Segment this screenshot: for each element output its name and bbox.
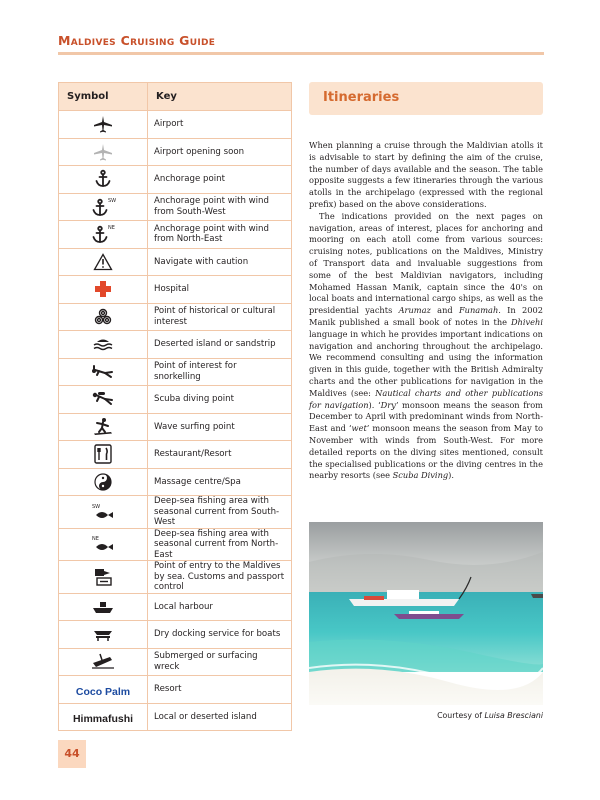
legend-row (59, 166, 292, 194)
section-heading: Itineraries (323, 90, 400, 105)
legend-key: Deep-sea fishing area with seasonal current from South-West (148, 496, 292, 529)
legend-key: Restaurant/Resort (148, 441, 292, 469)
symbol-legend-table (58, 82, 292, 731)
legend-key: Wave surfing point (148, 413, 292, 441)
legend-key: Dry docking service for boats (148, 621, 292, 649)
legend-key: Anchorage point (148, 166, 292, 194)
wind-badge: SW (108, 197, 116, 204)
page-number-box (58, 740, 86, 768)
island-waves-icon (92, 336, 114, 352)
beach-photo (309, 522, 543, 705)
legend-key: Airport opening soon (148, 138, 292, 166)
legend-row (59, 248, 292, 276)
header-rule (58, 52, 544, 55)
legend-row (59, 468, 292, 496)
legend-row (59, 138, 292, 166)
airplane-grey-icon (93, 143, 113, 161)
customs-icon (93, 567, 113, 587)
warning-triangle-icon (93, 253, 113, 271)
legend-key: Scuba diving point (148, 386, 292, 414)
legend-row (59, 413, 292, 441)
red-cross-icon (94, 280, 112, 298)
legend-key: Point of interest for snorkelling (148, 358, 292, 386)
legend-row (59, 703, 292, 731)
legend-key: Point of entry to the Maldives by sea. Customs and passport control (148, 561, 292, 594)
symbol-column-header: Symbol (59, 83, 148, 111)
running-header: Maldives Cruising Guide (58, 33, 216, 48)
legend-key: Deep-sea fishing area with seasonal current from North-East (148, 528, 292, 561)
legend-row (59, 561, 292, 594)
legend-key: Deserted island or sandstrip (148, 331, 292, 359)
body-text (309, 140, 543, 482)
legend-row (59, 676, 292, 704)
legend-key: Local or deserted island (148, 703, 292, 731)
anchor-sw-icon (90, 196, 116, 218)
legend-row (59, 648, 292, 676)
photo-caption: Courtesy of Luisa Bresciani (437, 711, 543, 720)
legend-key: Anchorage point with wind from North-East (148, 221, 292, 249)
resort-name-sample: Coco Palm (75, 685, 131, 698)
legend-row (59, 593, 292, 621)
triskelion-icon (93, 307, 113, 327)
legend-key: Massage centre/Spa (148, 468, 292, 496)
fork-knife-icon (94, 444, 112, 464)
legend-row (59, 621, 292, 649)
snorkeller-icon (90, 364, 116, 380)
legend-row (59, 386, 292, 414)
legend-key: Navigate with caution (148, 248, 292, 276)
wind-badge: SW (92, 503, 101, 510)
key-column-header: Key (148, 83, 292, 111)
surfer-icon (91, 417, 115, 437)
legend-row (59, 221, 292, 249)
anchor-icon (93, 169, 113, 189)
legend-key: Point of historical or cultural interest (148, 303, 292, 331)
legend-row (59, 276, 292, 304)
legend-row (59, 528, 292, 561)
legend-row (59, 193, 292, 221)
dry-dock-icon (91, 625, 115, 643)
legend-row (59, 358, 292, 386)
wind-badge: NE (108, 225, 115, 232)
airplane-icon (93, 115, 113, 133)
legend-row (59, 496, 292, 529)
legend-header-row (59, 83, 292, 111)
page-number: 44 (64, 747, 80, 760)
legend-key: Resort (148, 676, 292, 704)
anchor-ne-icon (90, 223, 116, 245)
wreck-icon (90, 653, 116, 671)
fish-ne-icon (90, 534, 116, 554)
legend-row (59, 441, 292, 469)
legend-key: Local harbour (148, 593, 292, 621)
island-name-sample: Himmafushi (72, 713, 134, 726)
fish-sw-icon (90, 502, 116, 522)
paragraph-2: The indications provided on the next pages on navigation, areas of interest, places for anchoring and mooring on each atoll come from various sources: cruising notes, publications on the Maldives, Ministry of Transport data and invaluable suggestions from some of the best Maldivian navigators, including Mohamed Hassan Manik, captain since the 40's on local boats and international cargo ships, as well as the presidential yachts Arumaz and Funamah. In 2002 Manik published a small book of notes in the Dhivehi language in which he provides important indications on navigation and anchoring throughout the archipelago. We recommend consulting and using the information given in this guide, together with the British Admiralty charts and the other publications for navigation in the Maldives (see: Nautical charts and other publications for navigation). ‘Dry’ monsoon means the season from December to April with predominant winds from North-East and ‘wet’ monsoon means the season from May to November with winds from South-West. For more detailed reports on the diving sites mentioned, consult the specialised publications or the diving centres in the nearby resorts (see Scuba Diving). (309, 210, 544, 481)
wind-badge: NE (92, 536, 99, 543)
legend-key: Hospital (148, 276, 292, 304)
legend-row (59, 303, 292, 331)
legend-key: Airport (148, 111, 292, 139)
yin-yang-icon (93, 472, 113, 492)
legend-key: Anchorage point with wind from South-West (148, 193, 292, 221)
scuba-diver-icon (90, 390, 116, 408)
section-heading-box (309, 82, 543, 115)
boat-icon (91, 599, 115, 615)
legend-row (59, 331, 292, 359)
legend-row (59, 111, 292, 139)
legend-key: Submerged or surfacing wreck (148, 648, 292, 676)
paragraph-1: When planning a cruise through the Maldivian atolls it is advisable to start by defining the aim of the cruise, the number of days available and the season. The table opposite suggests a few itineraries through the various atolls in the archipelago (expressed with the regional prefix) based on the above considerations. (309, 140, 543, 209)
